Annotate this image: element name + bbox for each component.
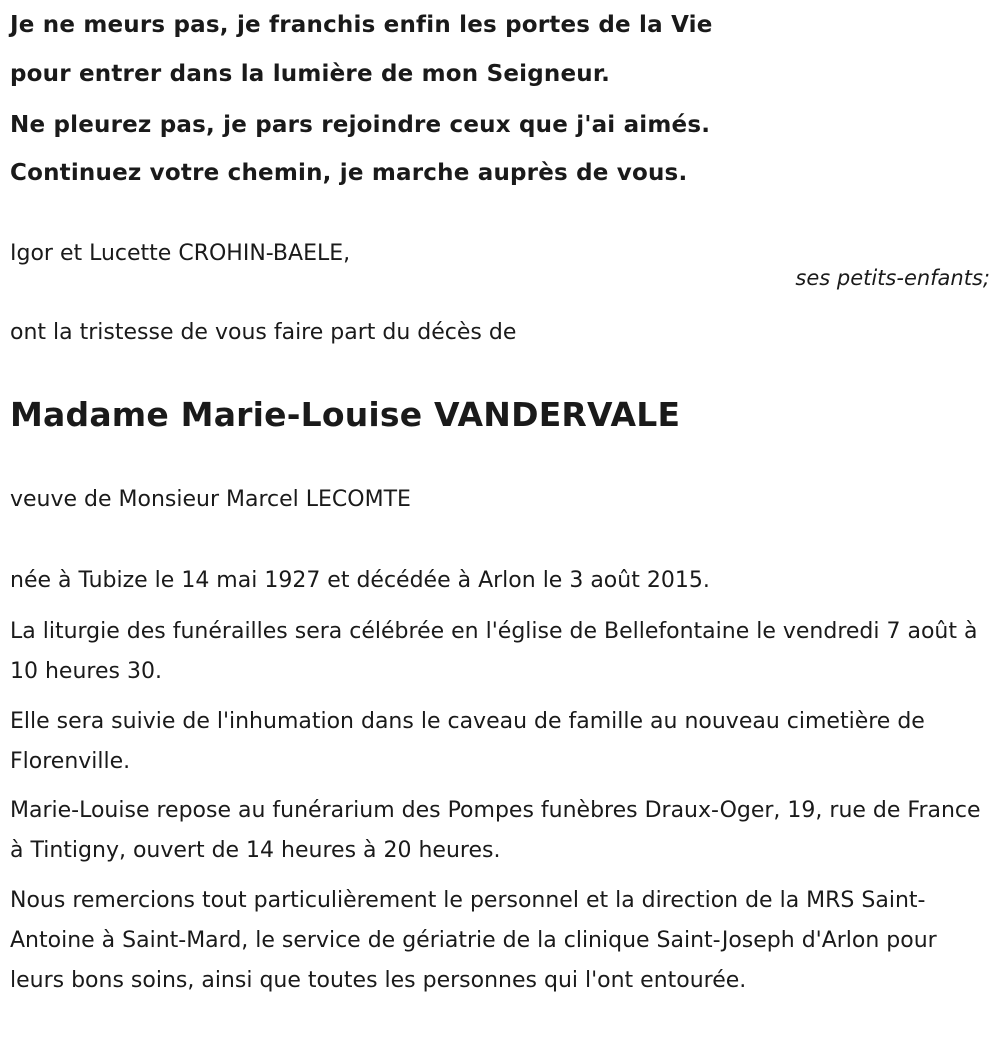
poem-line-1: Je ne meurs pas, je franchis enfin les portes de la Vie [10, 12, 713, 38]
family-names: Igor et Lucette CROHIN-BAELE, [10, 241, 351, 266]
funeral-home-paragraph: Marie-Louise repose au funérarium des Pompes funèbres Draux-Oger, 19, rue de France à Tintigny, ouvert de 14 heures à 20 heures. [10, 798, 981, 863]
widow-of-text: veuve de Monsieur Marcel LECOMTE [10, 487, 411, 512]
thanks-paragraph: Nous remercions tout particulièrement le personnel et la direction de la MRS Saint-Antoine à Saint-Mard, le service de gériatrie de la clinique Saint-Joseph d'Arlon pour leurs bons soins, ainsi que toutes les personnes qui l'ont entourée. [10, 888, 937, 993]
poem-line-3: Ne pleurez pas, je pars rejoindre ceux que j'ai aimés. [10, 112, 711, 138]
liturgy-paragraph: La liturgie des funérailles sera célébrée en l'église de Bellefontaine le vendredi 7 août à 10 heures 30. [10, 619, 978, 684]
deceased-name: Madame Marie-Louise VANDERVALE [10, 395, 681, 434]
poem-line-4: Continuez votre chemin, je marche auprès de vous. [10, 160, 688, 186]
announcement-text: ont la tristesse de vous faire part du décès de [10, 320, 517, 345]
family-relation: ses petits-enfants; [795, 266, 990, 290]
burial-paragraph: Elle sera suivie de l'inhumation dans le caveau de famille au nouveau cimetière de Florenville. [10, 709, 925, 774]
birth-death-paragraph: née à Tubize le 14 mai 1927 et décédée à Arlon le 3 août 2015. [10, 568, 710, 593]
poem-line-2: pour entrer dans la lumière de mon Seigneur. [10, 61, 611, 87]
